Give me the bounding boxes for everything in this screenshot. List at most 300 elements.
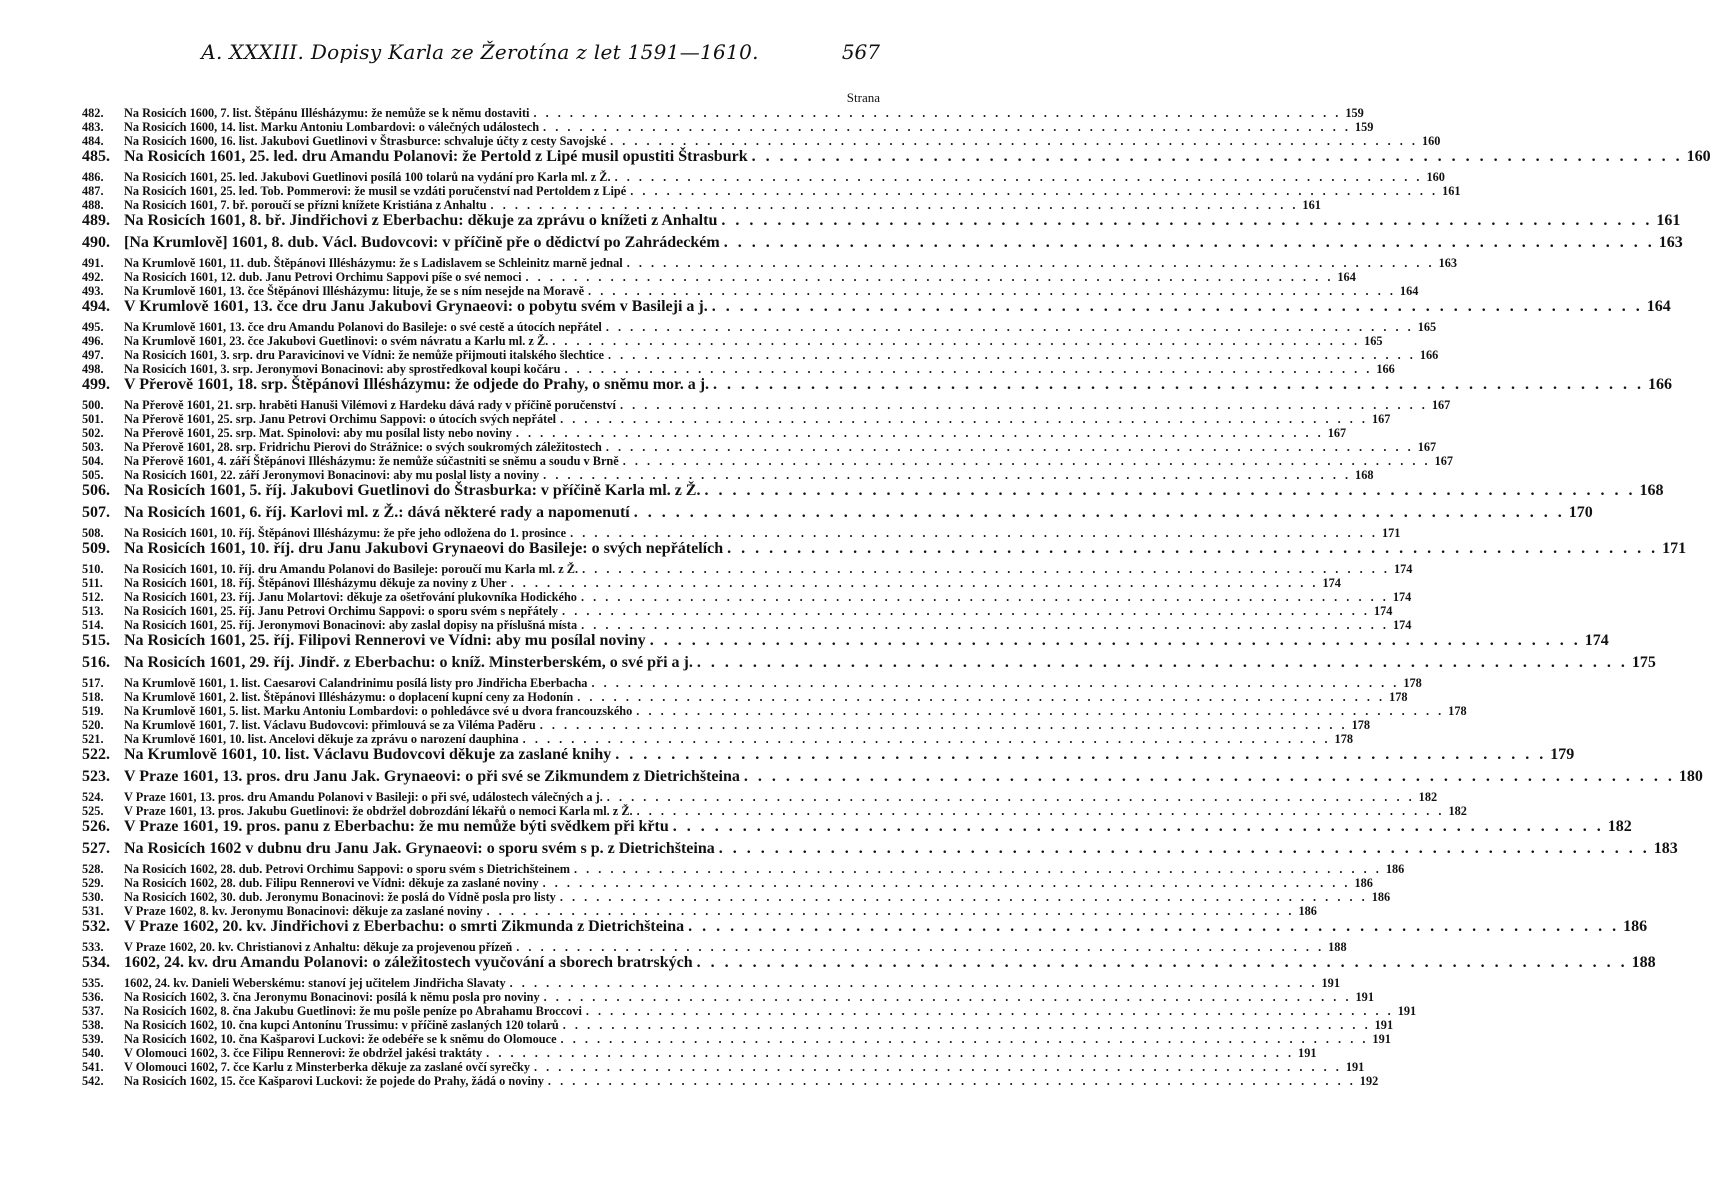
entry-text: V Praze 1602, 20. kv. Jindřichovi z Eberbachu: o smrti Zikmunda z Dietrichšteina: [124, 918, 685, 935]
dot-leader: [715, 840, 1650, 858]
entry-text: Na Rosicích 1601, 3. srp. Jeronymovi Bonacinovi: aby sprostředkoval koupi kočáru: [124, 362, 561, 376]
entry-page: 179: [1550, 746, 1575, 763]
entry-page: 159: [1354, 120, 1374, 134]
entry-page: 163: [1438, 256, 1458, 270]
entry-number: 513.: [82, 604, 104, 618]
entry-number: 517.: [82, 676, 104, 690]
dot-leader: [616, 398, 1428, 413]
entry-text: V Krumlově 1601, 13. čce dru Janu Jakubovi Grynaeovi: o pobytu svém v Basileji a j.: [124, 298, 708, 315]
entry-page: 191: [1321, 976, 1340, 990]
dot-leader: [630, 504, 1565, 522]
entry-page: 180: [1678, 768, 1703, 785]
entry-text: 1602, 24. kv. dru Amandu Polanovi: o záležitostech vyučování a sborech bratrských: [124, 954, 693, 971]
list-item: [82, 362, 1395, 376]
list-item: [82, 1060, 1365, 1074]
entry-number: 482.: [82, 106, 104, 120]
list-item: [82, 412, 1391, 426]
entry-page: 188: [1328, 940, 1347, 954]
entry-text: Na Rosicích 1601, 5. říj. Jakubovi Guetlinovi do Štrasburka: v příčině Karla ml. z Ž.: [124, 482, 701, 499]
entry-text: Na Rosicích 1601, 18. říj. Štěpánovi Illésházymu děkuje za noviny z Uher: [124, 576, 507, 590]
entry-text: Na Rosicích 1602, 28. dub. Filipu Rennerovi ve Vídni: děkuje za zaslané noviny: [124, 876, 539, 890]
list-item: [82, 134, 1441, 148]
entry-text: Na Přerově 1601, 28. srp. Fridrichu Pierovi do Strážnice: o svých soukromých záležitostech: [124, 440, 602, 454]
dot-leader: [577, 618, 1389, 633]
entry-text: Na Rosicích 1601, 10. říj. dru Amandu Polanovi do Basileje: poroučí mu Karla ml. z Ž.: [124, 562, 579, 576]
entry-number: 508.: [82, 526, 104, 540]
entry-number: 539.: [82, 1032, 104, 1046]
entry-text: Na Přerově 1601, 21. srp. hraběti Hanuši Vilémovi z Hardeku dává rady v příčině poručenství: [124, 398, 616, 412]
entry-number: 522.: [82, 746, 110, 763]
entry-number: 514.: [82, 618, 104, 632]
dot-leader: [619, 454, 1431, 469]
dot-leader: [539, 876, 1351, 891]
entry-number: 516.: [82, 654, 110, 671]
list-item: [82, 604, 1393, 618]
entry-number: 520.: [82, 718, 104, 732]
dot-leader: [723, 540, 1658, 558]
list-item: [82, 482, 1664, 504]
entry-number: 530.: [82, 890, 104, 904]
entry-page: 160: [1426, 170, 1445, 184]
dot-leader: [512, 940, 1324, 955]
entry-text: Na Rosicích 1601, 8. bř. Jindřichovi z Eberbachu: děkuje za zprávu o knížeti z Anhaltu: [124, 212, 718, 229]
entry-text: Na Rosicích 1601, 3. srp. dru Paravicinovi ve Vídni: že nemůže přijmouti italského šlechtice: [124, 348, 604, 362]
list-item: [82, 468, 1374, 482]
list-item: [82, 918, 1648, 940]
dot-leader: [693, 954, 1628, 972]
dot-leader: [539, 468, 1351, 483]
list-item: [82, 676, 1422, 690]
entry-number: 497.: [82, 348, 104, 362]
entry-page: 161: [1656, 212, 1681, 229]
table-of-contents-list: [82, 106, 1711, 1088]
entry-text: Na Rosicích 1601, 12. dub. Janu Petrovi Orchimu Sappovi píše o své nemoci: [124, 270, 522, 284]
dot-leader: [633, 804, 1445, 819]
list-item: [82, 562, 1413, 576]
entry-page: 191: [1374, 1018, 1394, 1032]
entry-number: 527.: [82, 840, 110, 857]
list-item: [82, 348, 1439, 362]
entry-page: 166: [1419, 348, 1439, 362]
entry-text: V Praze 1601, 13. pros. Jakubu Guetlinovi: že obdržel dobrozdání lékařů o nemoci Karla ml. z Ž.: [124, 804, 633, 818]
entry-number: 504.: [82, 454, 104, 468]
list-item: [82, 106, 1364, 120]
dot-leader: [530, 1060, 1342, 1075]
entry-text: Na Krumlově 1601, 10. list. Václavu Budovcovi děkuje za zaslané knihy: [124, 746, 612, 763]
dot-leader: [582, 1004, 1394, 1019]
list-item: [82, 1018, 1394, 1032]
list-item: [82, 212, 1681, 234]
entry-page: 167: [1327, 426, 1347, 440]
dot-leader: [632, 704, 1444, 719]
list-item: [82, 940, 1347, 954]
entry-page: 186: [1354, 876, 1373, 890]
dot-leader: [623, 256, 1435, 271]
list-item: [82, 768, 1703, 790]
dot-leader: [602, 320, 1414, 335]
entry-number: 525.: [82, 804, 104, 818]
entry-page: 178: [1448, 704, 1467, 718]
dot-leader: [717, 212, 1652, 230]
entry-number: 502.: [82, 426, 104, 440]
list-item: [82, 1032, 1391, 1046]
entry-number: 521.: [82, 732, 104, 746]
entry-number: 496.: [82, 334, 104, 348]
entry-text: V Praze 1602, 8. kv. Jeronymu Bonacinovi: děkuje za zaslané noviny: [124, 904, 483, 918]
entry-text: V Olomouci 1602, 7. čce Karlu z Minsterberka děkuje za zaslané ovčí syrečky: [124, 1060, 530, 1074]
entry-text: Na Rosicích 1601, 25. led. Tob. Pommerovi: že musil se vzdáti poručenství nad Pertoldem z Lipé: [124, 184, 627, 198]
dot-leader: [536, 718, 1348, 733]
entry-text: Na Rosicích 1602, 3. čna Jeronymu Bonacinovi: posílá k němu posla pro noviny: [124, 990, 540, 1004]
dot-leader: [626, 184, 1438, 199]
entry-number: 540.: [82, 1046, 104, 1060]
list-item: [82, 654, 1656, 676]
entry-text: V Praze 1601, 13. pros. dru Janu Jak. Grynaeovi: o při své se Zikmundem z Dietrichšteina: [124, 768, 740, 785]
dot-leader: [482, 1046, 1294, 1061]
dot-leader: [560, 362, 1372, 377]
dot-leader: [700, 482, 1635, 500]
entry-page: 160: [1421, 134, 1441, 148]
entry-page: 174: [1322, 576, 1341, 590]
dot-leader: [611, 170, 1423, 185]
entry-page: 174: [1373, 604, 1393, 618]
entry-page: 186: [1371, 890, 1391, 904]
list-item: [82, 746, 1575, 768]
entry-text: Na Rosicích 1601, 25. říj. Filipovi Rennerovi ve Vídni: aby mu posílal noviny: [124, 632, 646, 649]
dot-leader: [529, 106, 1341, 121]
dot-leader: [544, 1074, 1356, 1089]
entry-page: 175: [1631, 654, 1656, 671]
dot-leader: [570, 862, 1382, 877]
dot-leader: [693, 654, 1628, 672]
dot-leader: [603, 790, 1415, 805]
entry-text: Na Krumlově 1601, 5. list. Marku Antoniu Lombardovi: o pohledávce své u dvora francouzského: [124, 704, 633, 718]
page-number: 567: [841, 40, 880, 64]
dot-leader: [577, 590, 1389, 605]
entry-text: Na Rosicích 1601, 10. říj. Štěpánovi Illésházymu: že pře jeho odložena do 1. prosince: [124, 526, 567, 540]
entry-page: 186: [1298, 904, 1317, 918]
entry-page: 166: [1648, 376, 1673, 393]
entry-number: 534.: [82, 954, 110, 971]
entry-number: 541.: [82, 1060, 104, 1074]
entry-text: V Přerově 1601, 18. srp. Štěpánovi Illésházymu: že odjede do Prahy, o sněmu mor. a j.: [124, 376, 710, 393]
entry-number: 494.: [82, 298, 110, 315]
entry-text: Na Krumlově 1601, 1. list. Caesarovi Calandrinimu posílá listy pro Jindřicha Eberbacha: [124, 676, 588, 690]
entry-text: Na Rosicích 1601, 25. říj. Jeronymovi Bonacinovi: aby zaslal dopisy na příslušná místa: [124, 618, 578, 632]
entry-text: Na Rosicích 1602, 15. čce Kašparovi Luckovi: že pojede do Prahy, žádá o noviny: [124, 1074, 544, 1088]
entry-number: 529.: [82, 876, 104, 890]
entry-page: 163: [1658, 234, 1683, 251]
dot-leader: [587, 676, 1399, 691]
dot-leader: [558, 604, 1370, 619]
entry-page: 165: [1364, 334, 1383, 348]
entry-number: 542.: [82, 1074, 104, 1088]
list-item: [82, 198, 1321, 212]
entry-page: 170: [1568, 504, 1593, 521]
list-item: [82, 732, 1353, 746]
entry-number: 499.: [82, 376, 110, 393]
entry-number: 519.: [82, 704, 104, 718]
entry-number: 532.: [82, 918, 110, 935]
list-item: [82, 270, 1356, 284]
entry-page: 183: [1653, 840, 1678, 857]
dot-leader: [483, 904, 1295, 919]
list-item: [82, 526, 1401, 540]
list-item: [82, 904, 1317, 918]
entry-text: Na Rosicích 1601, 23. říj. Janu Molartovi: děkuje za ošetřování plukovníka Hodického: [124, 590, 577, 604]
entry-page: 178: [1403, 676, 1422, 690]
entry-text: Na Rosicích 1602, 8. čna Jakubu Guetlinovi: že mu pošle peníze po Abrahamu Broccovi: [124, 1004, 582, 1018]
dot-leader: [573, 690, 1385, 705]
entry-page: 167: [1417, 440, 1437, 454]
entry-page: 191: [1372, 1032, 1391, 1046]
entry-page: 168: [1639, 482, 1664, 499]
entry-page: 178: [1389, 690, 1408, 704]
entry-number: 493.: [82, 284, 104, 298]
entry-text: [Na Krumlově] 1601, 8. dub. Václ. Budovcovi: v příčině pře o dědictví po Zahrádeckém: [124, 234, 720, 251]
entry-number: 483.: [82, 120, 104, 134]
entry-text: Na Rosicích 1602, 10. čna kupci Antonínu Trussimu: v příčině zaslaných 120 tolarů: [124, 1018, 559, 1032]
entry-page: 178: [1334, 732, 1353, 746]
entry-text: Na Krumlově 1601, 23. čce Jakubovi Guetlinovi: o svém návratu a Karlu ml. z Ž.: [124, 334, 549, 348]
dot-leader: [611, 746, 1546, 764]
entry-text: 1602, 24. kv. Danieli Weberskému: stanoví jej učitelem Jindřicha Slavaty: [124, 976, 506, 990]
dot-leader: [584, 284, 1396, 299]
list-item: [82, 398, 1451, 412]
entry-text: Na Rosicích 1600, 14. list. Marku Antoniu Lombardovi: o válečných událostech: [124, 120, 540, 134]
running-header-title: A. XXXIII. Dopisy Karla ze Žerotína z let 1591—1610.: [201, 40, 759, 64]
entry-number: 500.: [82, 398, 104, 412]
entry-text: Na Rosicích 1601, 10. říj. dru Janu Jakubovi Grynaeovi do Basileje: o svých nepřátelích: [124, 540, 724, 557]
entry-number: 490.: [82, 234, 110, 251]
dot-leader: [708, 298, 1643, 316]
entry-text: Na Krumlově 1601, 7. list. Václavu Budovcovi: přimlouvá se za Viléma Paděru: [124, 718, 536, 732]
entry-page: 188: [1631, 954, 1656, 971]
entry-text: Na Rosicích 1601, 25. led. Jakubovi Guetlinovi posílá 100 tolarů na vydání pro Karla ml. z Ž.: [124, 170, 611, 184]
entry-page: 182: [1418, 790, 1438, 804]
entry-text: Na Rosicích 1600, 16. list. Jakubovi Guetlinovi v Štrasburce: schvaluje účty z cesty Savojské: [124, 134, 607, 148]
entry-number: 535.: [82, 976, 104, 990]
entry-text: Na Přerově 1601, 25. srp. Janu Petrovi Orchimu Sappovi: o útocích svých nepřátel: [124, 412, 557, 426]
dot-leader: [487, 198, 1299, 213]
dot-leader: [556, 890, 1368, 905]
dot-leader: [748, 148, 1683, 166]
entry-text: V Praze 1602, 20. kv. Christianovi z Anhaltu: děkuje za projevenou přízeň: [124, 940, 513, 954]
entry-number: 492.: [82, 270, 104, 284]
list-item: [82, 1046, 1317, 1060]
list-item: [82, 632, 1609, 654]
list-item: [82, 334, 1383, 348]
entry-page: 166: [1376, 362, 1395, 376]
list-item: [82, 804, 1467, 818]
entry-text: Na Rosicích 1601, 22. září Jeronymovi Bonacinovi: aby mu poslal listy a noviny: [124, 468, 540, 482]
entry-number: 537.: [82, 1004, 104, 1018]
entry-number: 509.: [82, 540, 110, 557]
list-item: [82, 876, 1373, 890]
entry-text: V Praze 1601, 13. pros. dru Amandu Polanovi v Basileji: o při své, událostech válečných a j.: [124, 790, 603, 804]
entry-number: 488.: [82, 198, 104, 212]
list-item: [82, 148, 1711, 170]
entry-page: 192: [1359, 1074, 1379, 1088]
list-item: [82, 256, 1458, 270]
entry-text: Na Rosicích 1602, 30. dub. Jeronymu Bonacinovi: že poslá do Vídně posla pro listy: [124, 890, 556, 904]
list-item: [82, 976, 1340, 990]
list-item: [82, 540, 1687, 562]
entry-page: 191: [1298, 1046, 1317, 1060]
entry-page: 186: [1623, 918, 1648, 935]
list-item: [82, 376, 1673, 398]
entry-page: 174: [1584, 632, 1609, 649]
dot-leader: [646, 632, 1581, 650]
entry-text: Na Rosicích 1601, 25. led. dru Amandu Polanovi: že Pertold z Lipé musil opustiti Štrasburk: [124, 148, 748, 165]
entry-number: 487.: [82, 184, 104, 198]
list-item: [82, 504, 1593, 526]
entry-page: 182: [1607, 818, 1632, 835]
entry-text: Na Rosicích 1601, 29. říj. Jindř. z Eberbachu: o kníž. Minsterberském, o své při a j.: [124, 654, 693, 671]
list-item: [82, 618, 1412, 632]
dot-leader: [606, 134, 1418, 149]
entry-page: 174: [1393, 562, 1413, 576]
entry-text: Na Rosicích 1602 v dubnu dru Janu Jak. Grynaeovi: o sporu svém s p. z Dietrichšteina: [124, 840, 715, 857]
dot-leader: [684, 918, 1619, 936]
list-item: [82, 818, 1632, 840]
entry-number: 528.: [82, 862, 104, 876]
list-item: [82, 790, 1438, 804]
entry-number: 506.: [82, 482, 110, 499]
list-item: [82, 954, 1656, 976]
list-item: [82, 590, 1412, 604]
entry-page: 186: [1385, 862, 1405, 876]
dot-leader: [578, 562, 1390, 577]
list-item: [82, 234, 1683, 256]
list-item: [82, 862, 1405, 876]
entry-page: 167: [1431, 398, 1451, 412]
dot-leader: [519, 732, 1331, 747]
dot-leader: [720, 234, 1655, 252]
dot-leader: [540, 990, 1352, 1005]
entry-number: 510.: [82, 562, 104, 576]
entry-number: 523.: [82, 768, 110, 785]
entry-number: 533.: [82, 940, 104, 954]
entry-text: Na Krumlově 1601, 10. list. Ancelovi děkuje za zprávu o narození dauphina: [124, 732, 519, 746]
entry-page: 174: [1392, 618, 1412, 632]
entry-page: 164: [1646, 298, 1671, 315]
list-item: [82, 184, 1461, 198]
entry-text: Na Rosicích 1601, 7. bř. poroučí se přízni knížete Kristiána z Anhaltu: [124, 198, 487, 212]
entry-text: V Praze 1601, 19. pros. panu z Eberbachu: že mu nemůže býti svědkem při křtu: [124, 818, 669, 835]
entry-page: 161: [1302, 198, 1321, 212]
entry-number: 515.: [82, 632, 110, 649]
entry-number: 501.: [82, 412, 104, 426]
entry-page: 164: [1399, 284, 1419, 298]
entry-text: Na Rosicích 1602, 28. dub. Petrovi Orchimu Sappovi: o sporu svém s Dietrichšteinem: [124, 862, 570, 876]
entry-page: 182: [1448, 804, 1467, 818]
list-item: [82, 120, 1374, 134]
list-item: [82, 454, 1454, 468]
entry-page: 167: [1434, 454, 1454, 468]
entry-number: 538.: [82, 1018, 104, 1032]
entry-number: 503.: [82, 440, 104, 454]
entry-page: 171: [1662, 540, 1687, 557]
entry-number: 507.: [82, 504, 110, 521]
entry-page: 164: [1337, 270, 1356, 284]
entry-number: 491.: [82, 256, 104, 270]
entry-page: 161: [1442, 184, 1461, 198]
entry-page: 191: [1345, 1060, 1365, 1074]
list-item: [82, 990, 1374, 1004]
entry-text: Na Rosicích 1602, 10. čna Kašparovi Luckovi: že odebéře se k sněmu do Olomouce: [124, 1032, 557, 1046]
dot-leader: [539, 120, 1351, 135]
entry-number: 524.: [82, 790, 104, 804]
entry-number: 485.: [82, 148, 110, 165]
entry-text: Na Přerově 1601, 25. srp. Mat. Spinolovi: aby mu posílal listy nebo noviny: [124, 426, 512, 440]
entry-page: 171: [1381, 526, 1401, 540]
entry-number: 495.: [82, 320, 104, 334]
entry-text: Na Přerově 1601, 4. září Štěpánovi Illésházymu: že nemůže súčastniti se sněmu a soudu v Brně: [124, 454, 619, 468]
list-item: [82, 718, 1371, 732]
entry-page: 174: [1392, 590, 1412, 604]
entry-text: Na Rosicích 1601, 6. říj. Karlovi ml. z Ž.: dává některé rady a napomenutí: [124, 504, 630, 521]
entry-text: Na Krumlově 1601, 11. dub. Štěpánovi Illésházymu: že s Ladislavem se Schleinitz marně jednal: [124, 256, 623, 270]
dot-leader: [604, 348, 1416, 363]
entry-number: 526.: [82, 818, 110, 835]
list-item: [82, 690, 1408, 704]
dot-leader: [522, 270, 1334, 285]
page-column-heading: Strana: [846, 90, 880, 105]
list-item: [82, 704, 1467, 718]
entry-page: 191: [1355, 990, 1374, 1004]
list-item: [82, 1004, 1417, 1018]
list-item: [82, 426, 1347, 440]
entry-page: 167: [1371, 412, 1391, 426]
list-item: [82, 890, 1391, 904]
entry-number: 484.: [82, 134, 104, 148]
entry-number: 531.: [82, 904, 104, 918]
entry-text: V Olomouci 1602, 3. čce Filipu Rennerovi: že obdržel jakési traktáty: [124, 1046, 483, 1060]
list-item: [82, 320, 1437, 334]
list-item: [82, 284, 1419, 298]
entry-text: Na Krumlově 1601, 13. čce Štěpánovi Illésházymu: lituje, že se s ním nesejde na Moravě: [124, 284, 585, 298]
dot-leader: [557, 1032, 1369, 1047]
entry-number: 498.: [82, 362, 104, 376]
entry-text: Na Rosicích 1600, 7. list. Štěpánu Illésházymu: že nemůže se k němu dostaviti: [124, 106, 530, 120]
dot-leader: [709, 376, 1644, 394]
entry-number: 486.: [82, 170, 104, 184]
entry-number: 511.: [82, 576, 103, 590]
dot-leader: [669, 818, 1604, 836]
entry-number: 536.: [82, 990, 104, 1004]
entry-page: 178: [1351, 718, 1371, 732]
list-item: [82, 1074, 1379, 1088]
dot-leader: [556, 412, 1368, 427]
list-item: [82, 298, 1671, 320]
list-item: [82, 840, 1678, 862]
entry-page: 160: [1686, 148, 1711, 165]
entry-number: 505.: [82, 468, 104, 482]
dot-leader: [740, 768, 1675, 786]
list-item: [82, 170, 1445, 184]
list-item: [82, 576, 1341, 590]
entry-number: 518.: [82, 690, 104, 704]
entry-text: Na Krumlově 1601, 13. čce dru Amandu Polanovi do Basileje: o své cestě a útocích nepřátel: [124, 320, 602, 334]
dot-leader: [602, 440, 1414, 455]
dot-leader: [506, 976, 1318, 991]
dot-leader: [507, 576, 1319, 591]
entry-page: 191: [1397, 1004, 1417, 1018]
dot-leader: [559, 1018, 1371, 1033]
entry-number: 512.: [82, 590, 104, 604]
entry-text: Na Rosicích 1601, 25. říj. Janu Petrovi Orchimu Sappovi: o sporu svém s nepřátely: [124, 604, 559, 618]
